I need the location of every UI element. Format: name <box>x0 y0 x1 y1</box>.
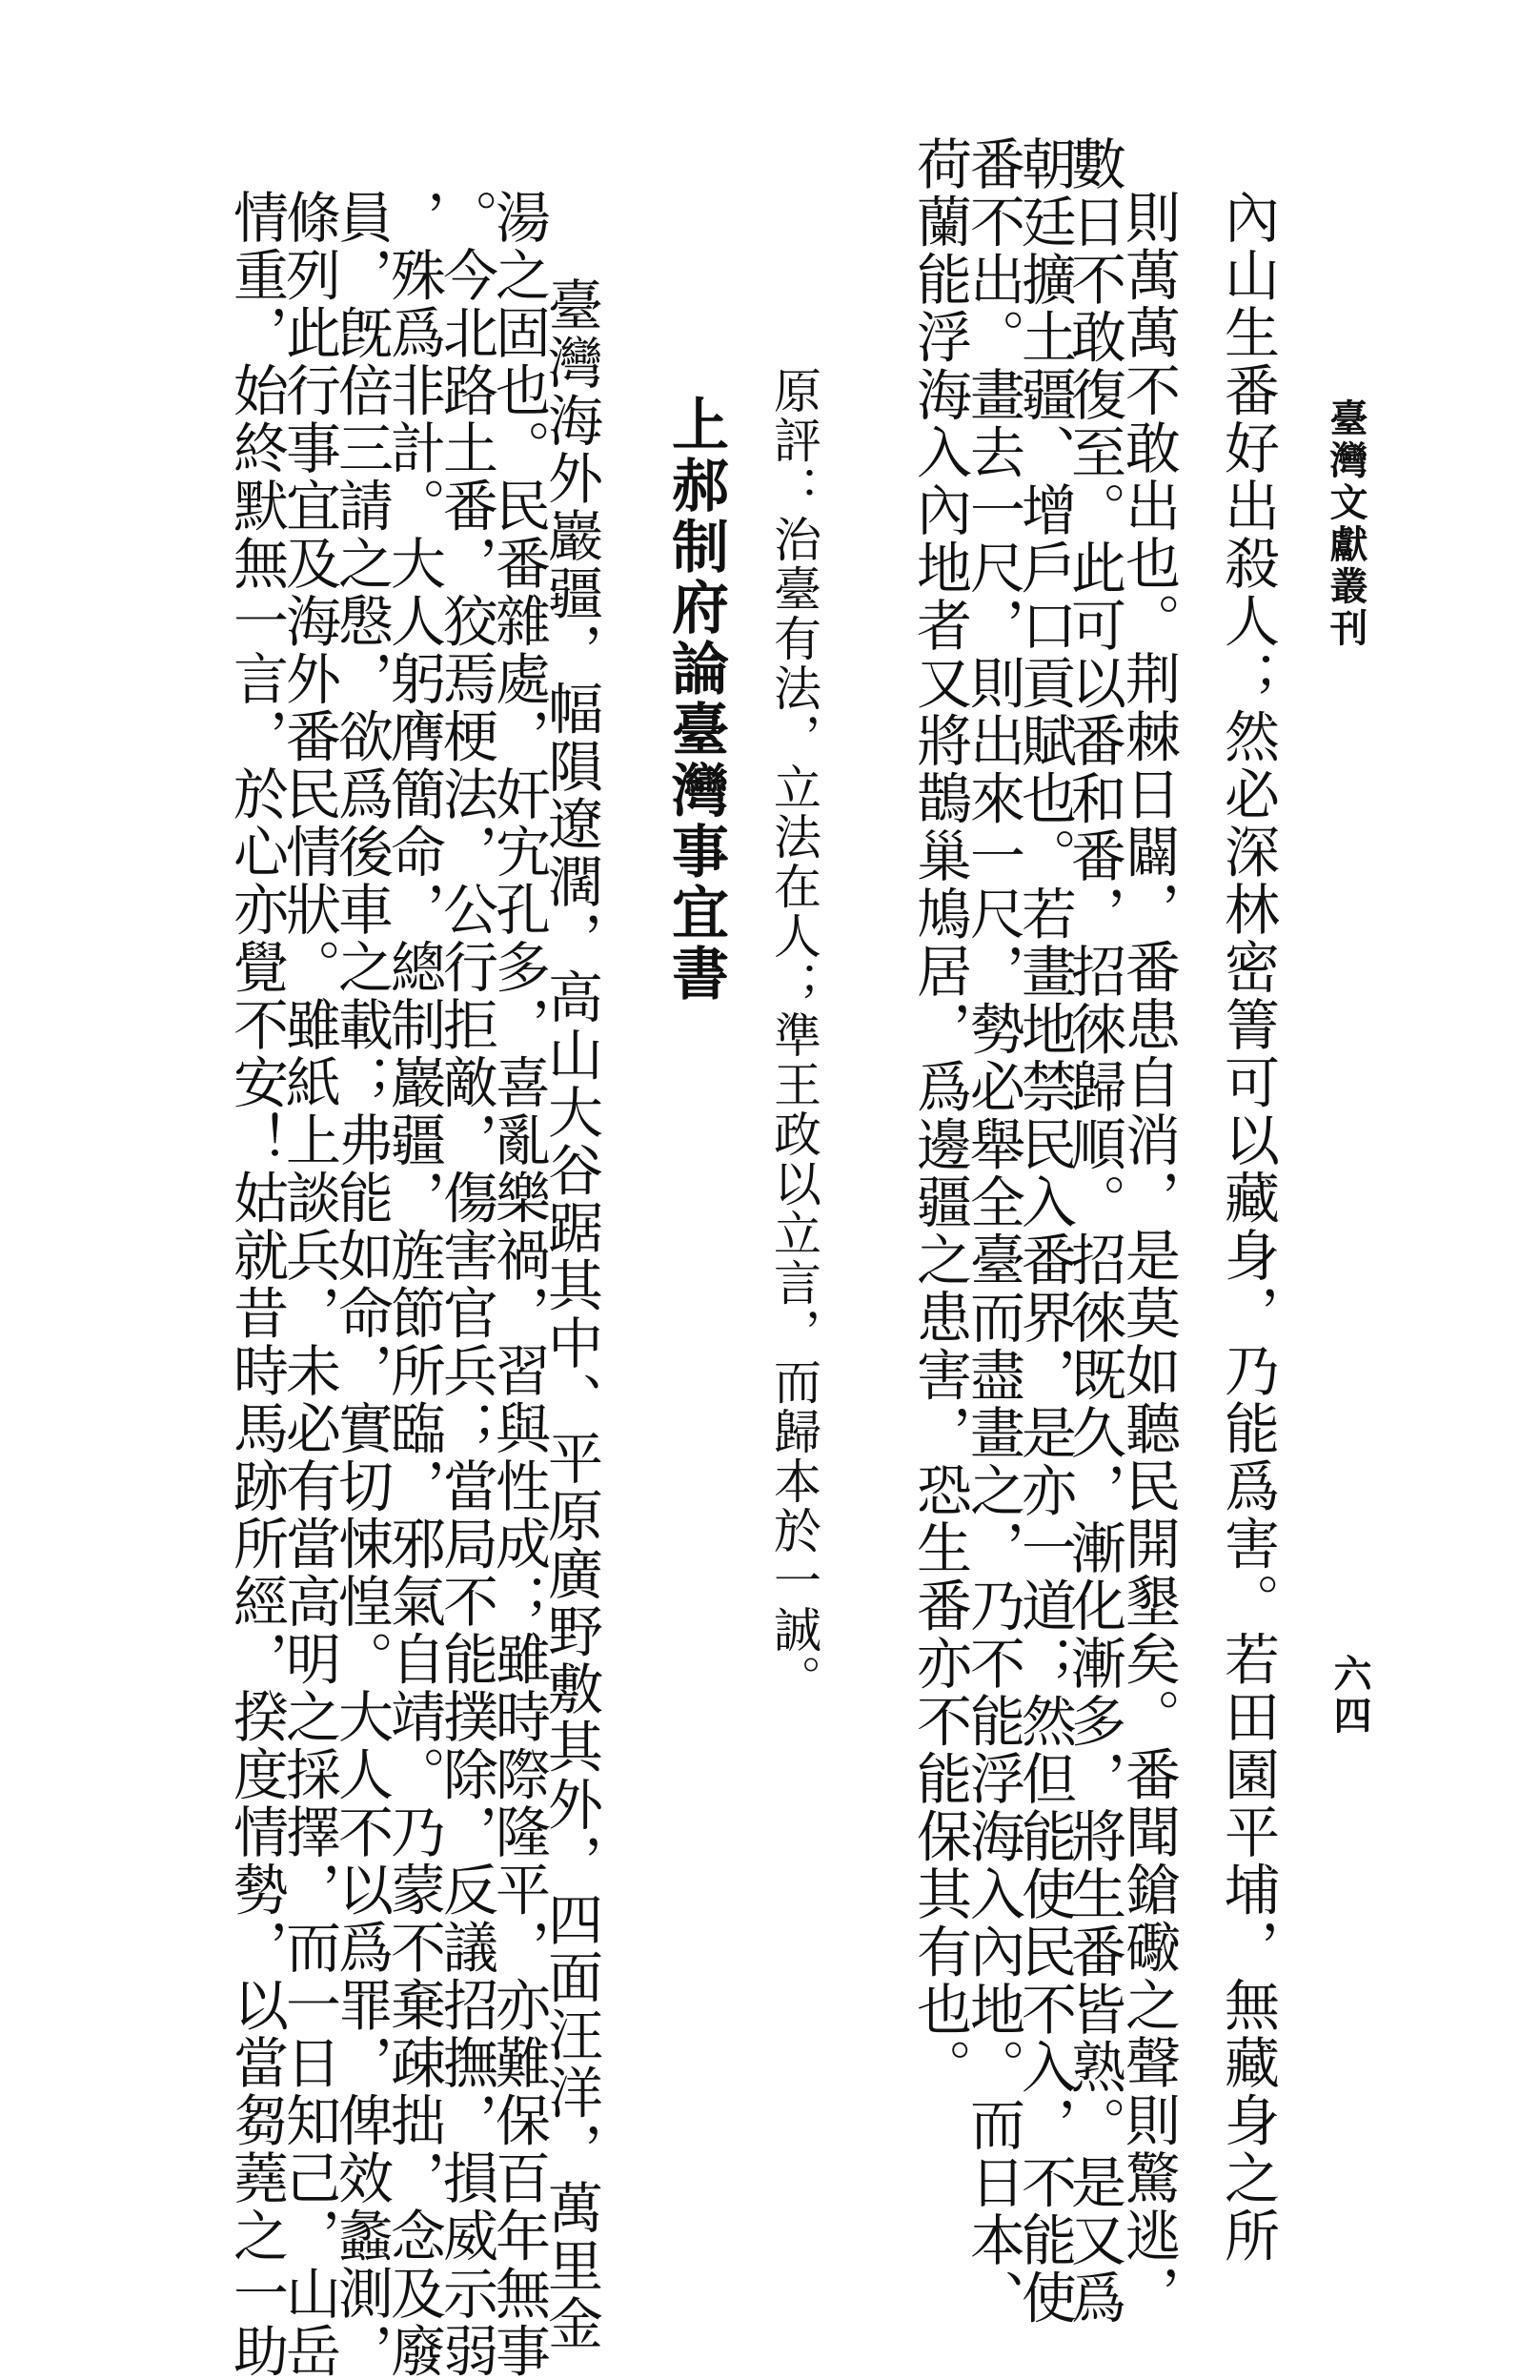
text-line: ，殊爲非計。大人躬膺簡命，總制巖疆，旌節所臨，邪氣自靖。乃蒙不棄疎拙，念及廢 <box>381 189 446 2380</box>
running-title: 臺灣文獻叢刊 <box>1324 398 1368 650</box>
page-number: 六四 <box>1327 1654 1372 1738</box>
text-line: 湯之固也。民番雜處，奸宄孔多，喜亂樂禍，習與性成；雖時際隆平，亦難保百年無事 <box>486 189 551 2380</box>
section-title: 上郝制府論臺灣事宜書 <box>662 395 729 1005</box>
text-line: 則萬萬不敢出也。荆棘日闢，番患自消，是莫如聽民開墾矣。番聞鎗礮之聲則驚逃， <box>1116 189 1181 2323</box>
text-line: 情重，始終默無一言，於心亦覺不安！姑就昔時馬跡所經，揆度情勢，以當芻蕘之一助 <box>224 189 289 2380</box>
text-line: 條列此行事宜及海外番民情狀。雖紙上談兵，未必有當高明之採擇，而一日知己，山岳 <box>276 189 341 2380</box>
text-line: 員，旣倍三請之慇，欲爲後車之載；弗能如命，實切悚惶。大人不以爲罪，俾效蠡測， <box>329 189 394 2380</box>
text-line: 朝廷擴土疆、增戶口貢賦也。若畫地禁民入番界，是亦一道；然但能使民不入，不能使 <box>1012 135 1077 2327</box>
commentary: 原評：治臺有法，立法在人；準王政以立言，而歸本於一誠。 <box>766 366 821 1704</box>
text-line: 數日不敢復至。此可以番和番，招徠歸順。招徠既久，漸化漸多，將生番皆熟。是又爲 <box>1062 135 1126 2327</box>
text-line: 臺灣海外巖疆，幅隕遼濶，高山大谷踞其中、平原廣野敷其外，四面汪洋，萬里金 <box>538 276 603 2352</box>
text-line: 。今北路土番，狡焉梗法，公行拒敵，傷害官兵；當局不能撲除，反議招撫，損威示弱 <box>434 189 498 2380</box>
text-line: 內山生番好出殺人；然必深林密箐可以藏身，乃能爲害。若田園平埔，無藏身之所 <box>1215 189 1280 2265</box>
text-line: 番不出。畫去一尺，則出來一尺，勢必舉全臺而盡畫之，乃不能浮海入內地。而日本、 <box>961 135 1025 2327</box>
text-line: 荷蘭能浮海入內地者又將鵲巢鳩居，爲邊疆之患害，恐生番亦不能保其有也。 <box>907 135 972 2096</box>
